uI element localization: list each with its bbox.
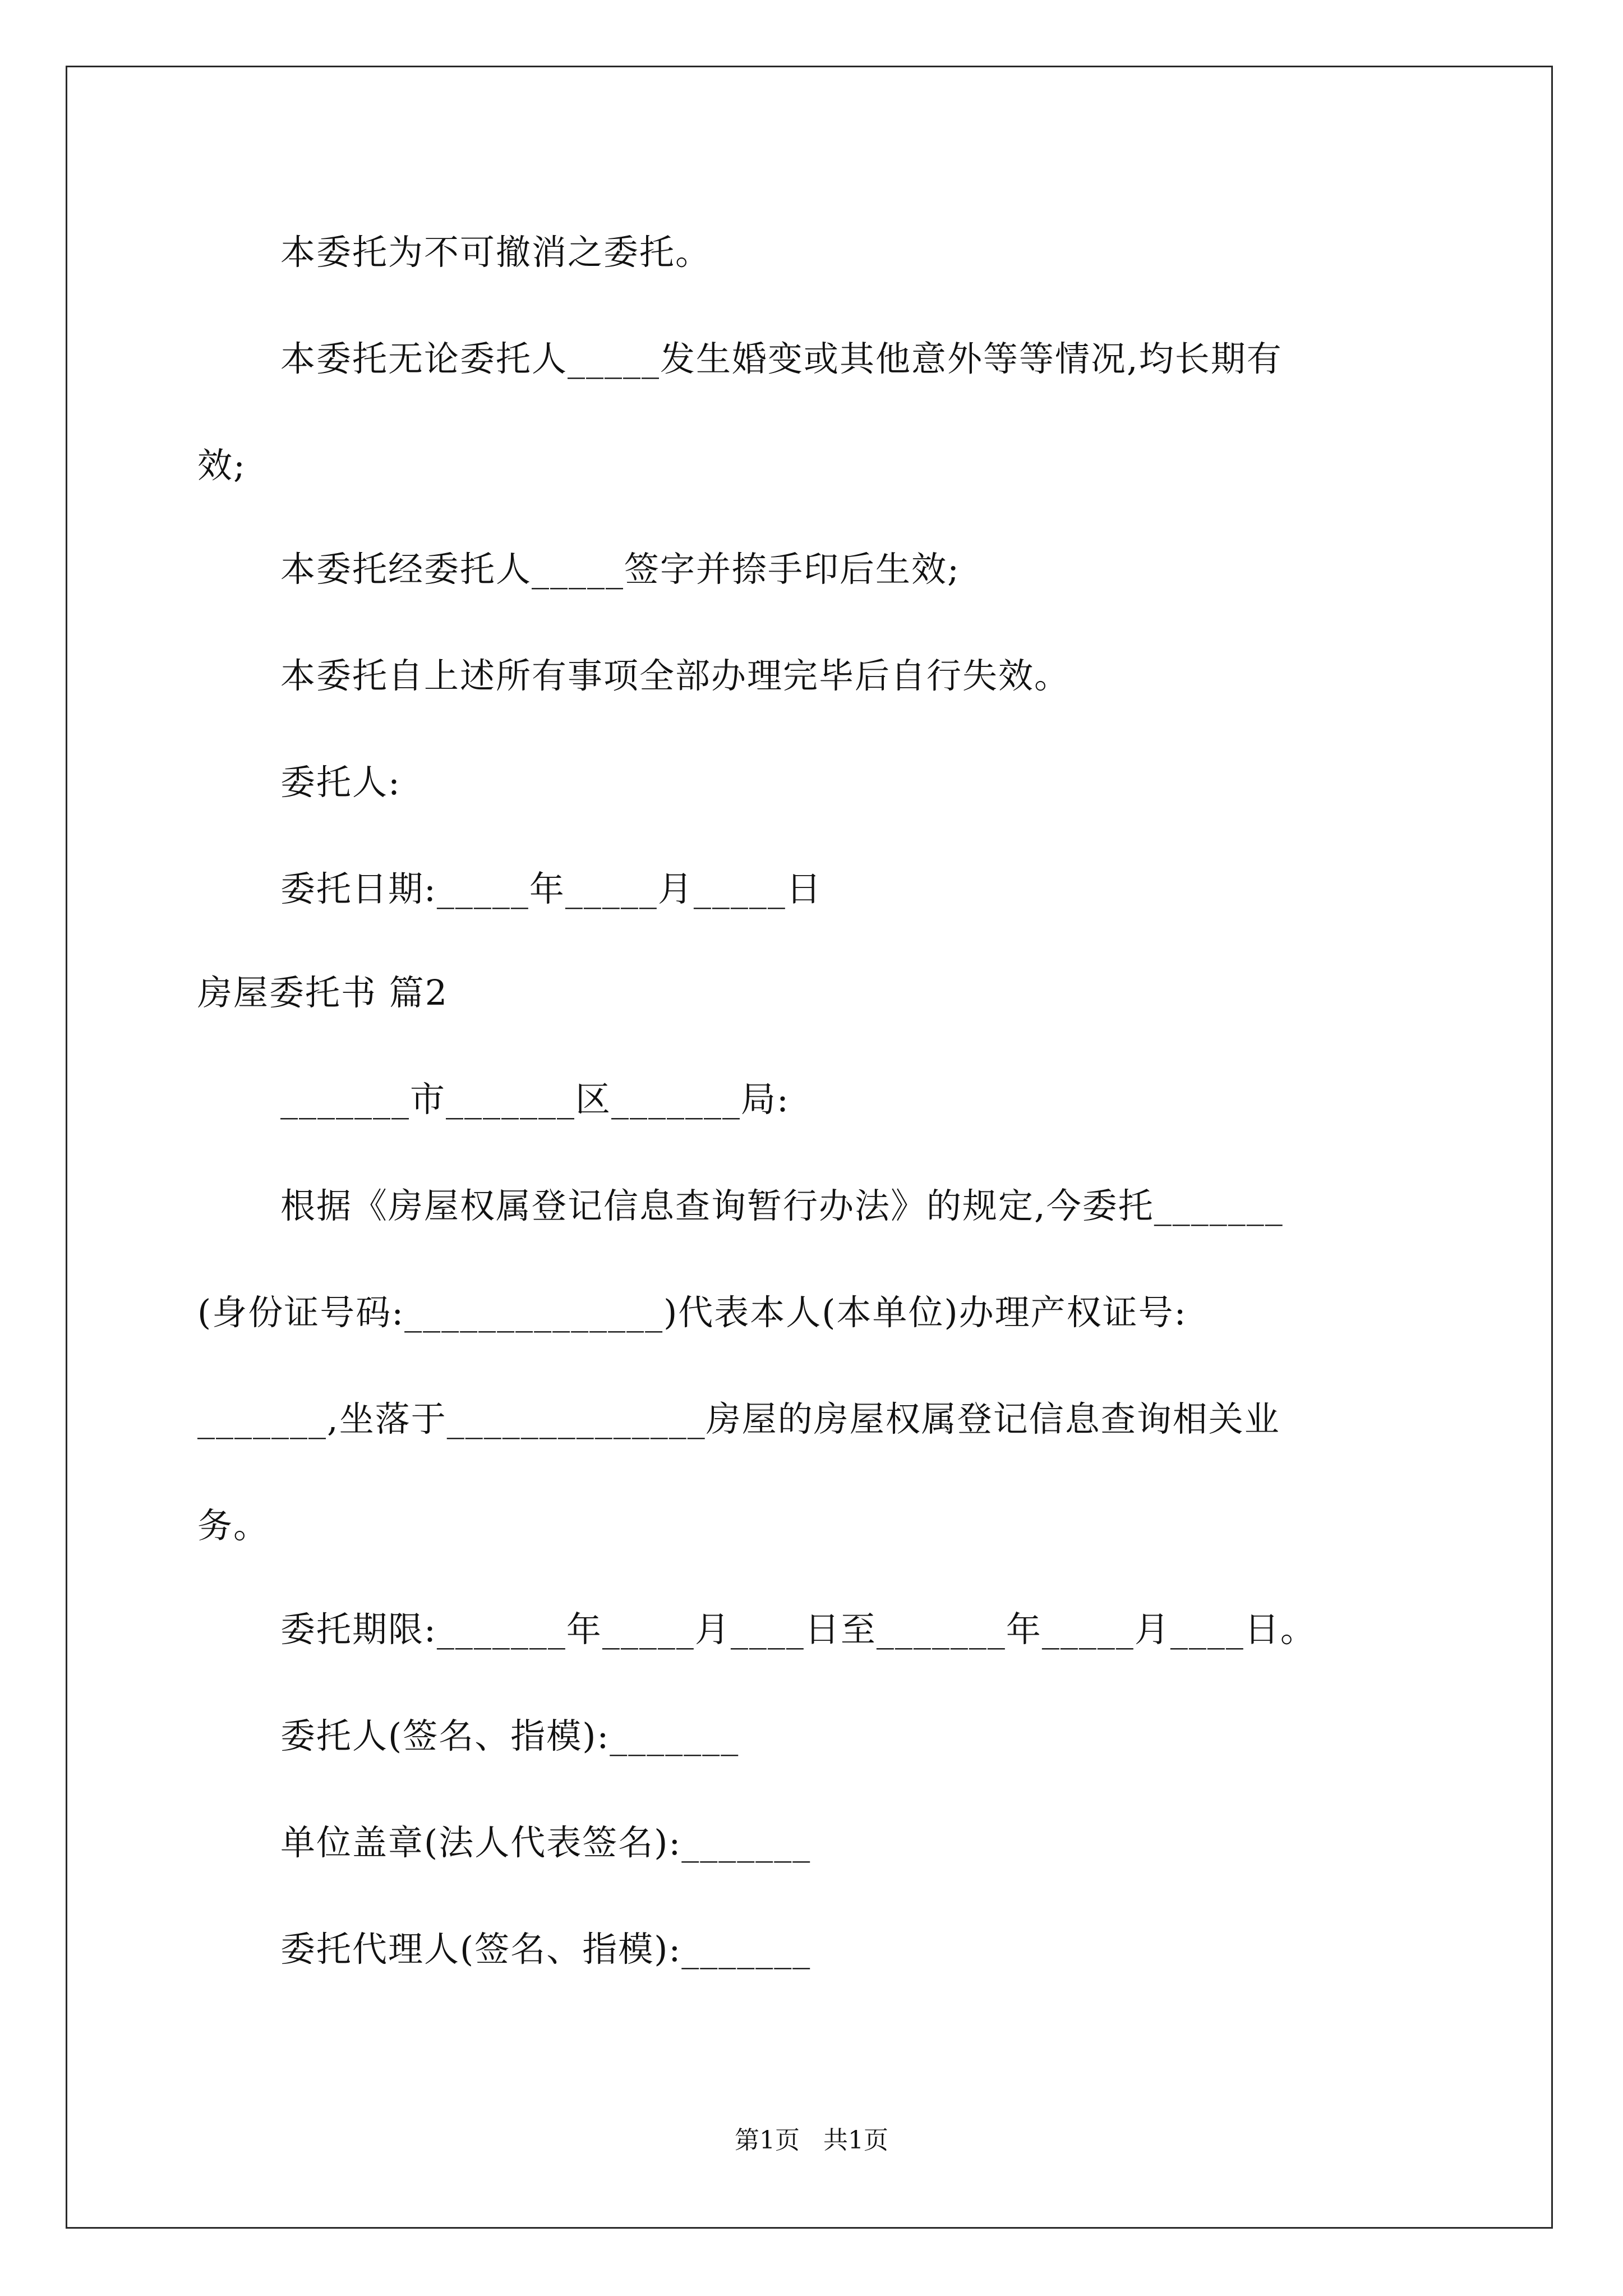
authorization-period: 委托期限:_______年_____月____日至_______年_____月____日。: [280, 1609, 1316, 1650]
paragraph-irrevocable: 本委托为不可撤消之委托。: [280, 232, 712, 273]
paragraph-validity-cont: 效;: [197, 445, 246, 486]
principal-label: 委托人:: [280, 762, 401, 803]
page-border: [66, 66, 1553, 2229]
paragraph-expiry: 本委托自上述所有事项全部办理完毕后自行失效。: [280, 655, 1071, 696]
paragraph-validity: 本委托无论委托人_____发生婚变或其他意外等等情况,均长期有: [280, 338, 1283, 379]
paragraph-authorization-line3: _______,坐落于______________房屋的房屋权属登记信息查询相关业: [197, 1398, 1280, 1439]
paragraph-authorization: 根据《房屋权属登记信息查询暂行办法》的规定,今委托_______: [280, 1185, 1284, 1226]
section-title: 房屋委托书 篇2: [197, 972, 449, 1013]
paragraph-authorization-line4: 务。: [197, 1505, 270, 1546]
addressee-line: _______市_______区_______局:: [280, 1079, 790, 1120]
page-footer: 第1页 共1页: [735, 2126, 888, 2155]
paragraph-effective: 本委托经委托人_____签字并捺手印后生效;: [280, 549, 960, 590]
unit-seal: 单位盖章(法人代表签名):_______: [280, 1822, 811, 1863]
authorization-date: 委托日期:_____年_____月_____日: [280, 868, 822, 909]
agent-signature: 委托代理人(签名、指模):_______: [280, 1929, 811, 1970]
paragraph-authorization-line2: (身份证号码:______________)代表本人(本单位)办理产权证号:: [197, 1292, 1187, 1333]
principal-signature: 委托人(签名、指模):_______: [280, 1715, 740, 1756]
